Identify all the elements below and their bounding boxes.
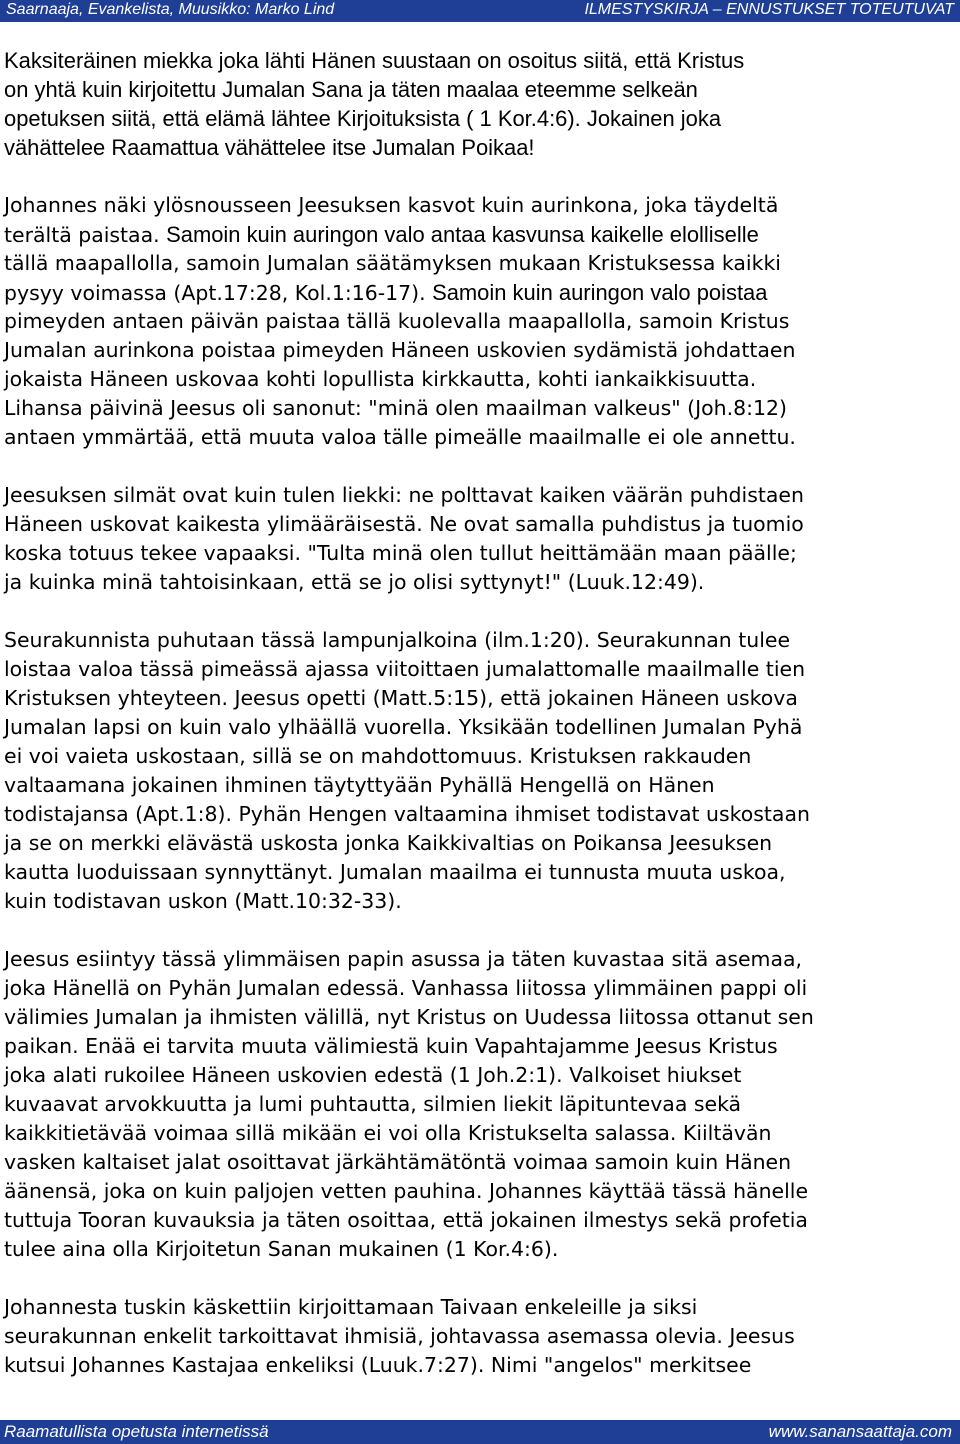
text-segment: Jumalan aurinkona poistaa pimeyden Häneen uskovien sydämistä johdattaen [4,338,796,362]
text-line [4,1032,956,1061]
text-line [4,1293,956,1322]
text-line [4,191,956,220]
text-line [4,1351,956,1380]
text-segment: seurakunnan enkelit tarkoittavat ihmisiä, johtavassa asemassa olevia. Jeesus [4,1324,795,1348]
text-segment: on yhtä kuin kirjoitettu Jumalan Sana ja täten maalaa eteemme selkeän [4,77,698,102]
text-segment: paikan. Enää ei tarvita muuta välimiestä kuin Vapahtajamme Jeesus Kristus [4,1034,778,1058]
text-line [4,307,956,336]
text-line [4,684,956,713]
text-segment: todistajansa (Apt.1:8). Pyhän Hengen valtaamina ihmiset todistavat uskostaan [4,802,810,826]
text-segment: koska totuus tekee vapaaksi. "Tulta minä olen tullut heittämään maan päälle; [4,541,797,565]
text-line [4,771,956,800]
text-segment: ja se on merkki elävästä uskosta jonka Kaikkivaltias on Poikansa Jeesuksen [4,831,773,855]
text-segment: Kristuksen yhteyteen. Jeesus opetti (Matt.5:15), että jokainen Häneen uskova [4,686,798,710]
text-line [4,104,956,133]
text-segment: vähättelee Raamattua vähättelee itse Jumalan Poikaa! [4,135,535,160]
text-line [4,539,956,568]
text-segment: Jeesus esiintyy tässä ylimmäisen papin asussa ja täten kuvastaa sitä asemaa, [4,947,803,971]
text-segment: Jumalan lapsi on kuin valo ylhäällä vuorella. Yksikään todellinen Jumalan Pyhä [4,715,803,739]
text-line [4,568,956,597]
text-segment: kautta luoduissaan synnyttänyt. Jumalan maailma ei tunnusta muuta uskoa, [4,860,786,884]
document-body [4,46,956,1409]
text-line [4,75,956,104]
text-segment: vasken kaltaiset jalat osoittavat järkähtämätöntä voimaa samoin kuin Hänen [4,1150,792,1174]
text-line [4,1148,956,1177]
paragraph [4,46,956,162]
text-line [4,46,956,75]
header-title: ILMESTYSKIRJA – ENNUSTUKSET TOTEUTUVAT [584,1,954,18]
text-segment: opetuksen siitä, että elämä lähtee Kirjoituksista ( 1 Kor.4:6). Jokainen joka [4,106,722,131]
text-line [4,974,956,1003]
text-segment: antaen ymmärtää, että muuta valoa tälle pimeälle maailmalle ei ole annettu. [4,425,796,449]
page-header [0,0,960,22]
text-segment: tulee aina olla Kirjoitetun Sanan mukainen (1 Kor.4:6). [4,1237,559,1261]
header-author: Saarnaaja, Evankelista, Muusikko: Marko Lind [6,1,335,18]
text-segment: valtaamana jokainen ihminen täytyttyään Pyhällä Hengellä on Hänen [4,773,715,797]
text-line [4,800,956,829]
text-segment: kaikkitietävää voimaa sillä mikään ei voi olla Kristukselta salassa. Kiiltävän [4,1121,772,1145]
text-segment: jokaista Häneen uskovaa kohti lopullista kirkkautta, kohti iankaikkisuutta. [4,367,757,391]
text-segment: ei voi vaieta uskostaan, sillä se on mahdottomuus. Kristuksen rakkauden [4,744,752,768]
text-line [4,365,956,394]
text-line [4,829,956,858]
paragraph [4,945,956,1264]
text-line [4,481,956,510]
text-line [4,1322,956,1351]
page-footer [0,1420,960,1444]
text-segment: Kaksiteräinen miekka joka lähti Hänen suustaan on osoitus siitä, että Kristus [4,48,745,73]
text-segment: äänensä, joka on kuin paljojen vetten pauhina. Johannes käyttää tässä hänelle [4,1179,809,1203]
text-line [4,394,956,423]
paragraph [4,481,956,597]
text-line [4,336,956,365]
text-segment: kuvaavat arvokkuutta ja lumi puhtautta, silmien liekit läpituntevaa sekä [4,1092,742,1116]
text-line [4,858,956,887]
text-line [4,713,956,742]
paragraph [4,1293,956,1380]
text-line [4,510,956,539]
text-segment: Häneen uskovat kaikesta ylimääräisestä. Ne ovat samalla puhdistus ja tuomio [4,512,804,536]
text-segment: tuttuja Tooran kuvauksia ja täten osoittaa, että jokainen ilmestys sekä profetia [4,1208,808,1232]
text-segment: Samoin kuin auringon valo poistaa [432,280,768,305]
text-line [4,1177,956,1206]
text-segment: kuin todistavan uskon (Matt.10:32-33). [4,889,402,913]
text-segment: loistaa valoa tässä pimeässä ajassa viitoittaen jumalattomalle maailmalle tien [4,657,806,681]
text-segment: välimies Jumalan ja ihmisten välillä, nyt Kristus on Uudessa liitossa ottanut sen [4,1005,814,1029]
paragraph [4,191,956,452]
text-segment: pimeyden antaen päivän paistaa tällä kuolevalla maapallolla, samoin Kristus [4,309,790,333]
footer-caption: Raamatullista opetusta internetissä [4,1422,269,1441]
text-segment: Jeesuksen silmät ovat kuin tulen liekki: ne polttavat kaiken väärän puhdistaen [4,483,804,507]
text-line [4,742,956,771]
text-line [4,133,956,162]
text-line [4,423,956,452]
text-segment: terältä paistaa. [4,223,167,247]
text-line [4,1061,956,1090]
text-segment: Johannesta tuskin käskettiin kirjoittamaan Taivaan enkeleille ja siksi [4,1295,698,1319]
text-line [4,1090,956,1119]
text-line [4,1206,956,1235]
footer-website: www.sanansaattaja.com [768,1422,952,1441]
text-segment: tällä maapallolla, samoin Jumalan säätämyksen mukaan Kristuksessa kaikki [4,251,781,275]
text-segment: ja kuinka minä tahtoisinkaan, että se jo olisi syttynyt!" (Luuk.12:49). [4,570,705,594]
text-segment: Samoin kuin auringon valo antaa kasvunsa kaikelle elolliselle [166,222,759,247]
text-line [4,249,956,278]
text-segment: pysyy voimassa (Apt.17:28, Kol.1:16-17). [4,281,433,305]
text-line [4,945,956,974]
text-line [4,1003,956,1032]
text-line [4,655,956,684]
text-segment: kutsui Johannes Kastajaa enkeliksi (Luuk.7:27). Nimi "angelos" merkitsee [4,1353,752,1377]
text-line [4,626,956,655]
text-segment: Johannes näki ylösnousseen Jeesuksen kasvot kuin aurinkona, joka täydeltä [4,193,779,217]
text-segment: joka alati rukoilee Häneen uskovien edestä (1 Joh.2:1). Valkoiset hiukset [4,1063,742,1087]
text-line [4,220,956,249]
text-segment: Seurakunnista puhutaan tässä lampunjalkoina (ilm.1:20). Seurakunnan tulee [4,628,791,652]
text-segment: joka Hänellä on Pyhän Jumalan edessä. Vanhassa liitossa ylimmäinen pappi oli [4,976,808,1000]
text-line [4,1235,956,1264]
text-line [4,278,956,307]
text-line [4,887,956,916]
paragraph [4,626,956,916]
text-line [4,1119,956,1148]
text-segment: Lihansa päivinä Jeesus oli sanonut: "minä olen maailman valkeus" (Joh.8:12) [4,396,787,420]
